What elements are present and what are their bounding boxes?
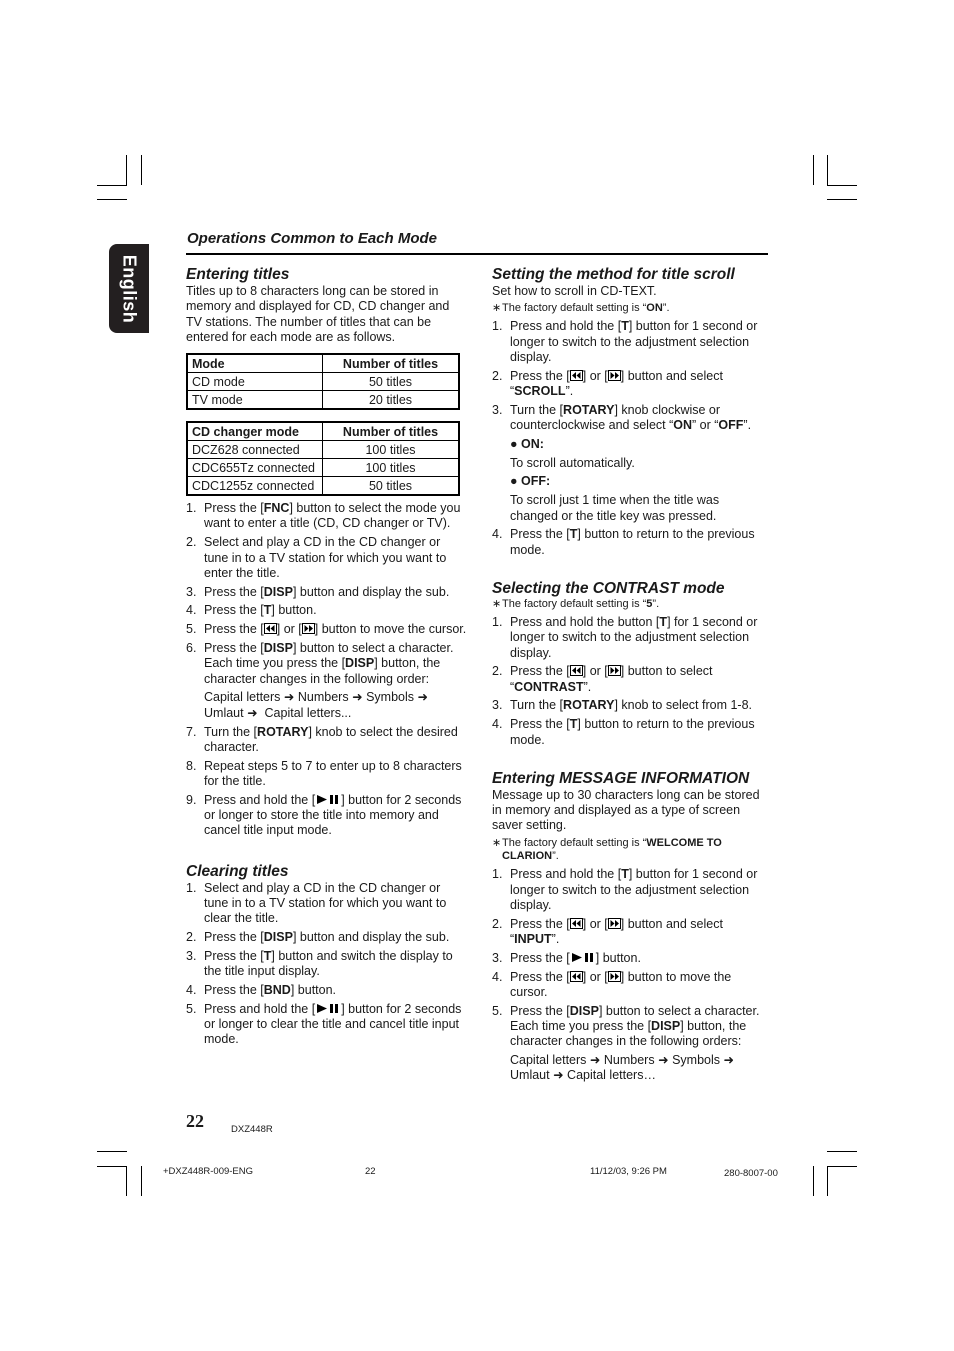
fast-forward-icon [608, 971, 621, 982]
step-text: ] button and display the sub. [292, 930, 450, 945]
factory-default-note [492, 302, 768, 316]
button-name: T [659, 614, 668, 629]
step-text: ”. [565, 383, 574, 398]
step-number: 9. [186, 792, 197, 807]
step-text: ] or [ [276, 622, 302, 637]
footer-page: 22 [365, 1166, 376, 1177]
crop-mark [97, 185, 127, 186]
crop-mark [827, 1166, 828, 1196]
step-text: ] or [ [582, 368, 608, 383]
crop-mark [813, 1166, 814, 1196]
character-sequence [510, 1053, 768, 1084]
button-name: T [263, 948, 272, 963]
crop-mark [97, 1166, 127, 1167]
sequence-item: Numbers [297, 690, 349, 705]
sequence-item: Umlaut [204, 705, 244, 720]
step-text: ] or [ [582, 916, 608, 931]
language-tab-label: English [119, 254, 140, 323]
step-text: ] button to return to the previous mode. [510, 717, 755, 747]
step-text: Press and hold the [ [510, 867, 622, 882]
step-text: ] for 1 second or longer to switch to the adjustment selection display. [510, 614, 758, 660]
step-text: Press the [ [510, 916, 570, 931]
option-on-description: To scroll automatically. [510, 455, 635, 470]
button-name: DISP [263, 641, 293, 656]
step-number: 4. [492, 969, 503, 984]
step-text: ] button for 1 second or longer to switch to the adjustment selection display. [510, 319, 758, 364]
fast-forward-icon [608, 918, 621, 929]
rewind-icon [264, 623, 277, 634]
step-text: ] or [ [582, 664, 608, 679]
step-text: Select and play a CD in the CD changer or tune in to a TV station for which you want to enter the title. [204, 535, 447, 580]
step-text: ”. [551, 931, 560, 946]
button-name: T [569, 527, 578, 542]
play-pause-icon [315, 794, 341, 805]
step-text: Turn the [ [510, 402, 564, 417]
step-text: Press the [ [204, 501, 264, 516]
step-number: 1. [186, 880, 197, 895]
factory-default-note [492, 837, 768, 864]
step-number: 8. [186, 758, 197, 773]
default-value: ON [646, 302, 663, 315]
button-name: DISP [263, 930, 293, 945]
fast-forward-icon [608, 370, 621, 381]
table-cell: 20 titles [323, 391, 460, 410]
table-header: Number of titles [323, 354, 460, 373]
rewind-icon [570, 971, 583, 982]
default-value: WELCOME TO CLARION [502, 836, 722, 863]
crop-mark [141, 1166, 142, 1196]
left-column [186, 266, 468, 1048]
step-text: Press the [ [204, 641, 264, 656]
footer-code: 280-8007-00 [724, 1168, 778, 1179]
sequence-item: Umlaut [510, 1068, 550, 1083]
step-text: ] button and select “ [510, 916, 723, 946]
step-text: Press the [ [510, 664, 570, 679]
button-name: DISP [651, 1018, 681, 1033]
character-sequence [204, 690, 468, 721]
message-intro: Message up to 30 characters long can be stored in memory and displayed as a type of screen saver setting. [492, 787, 760, 833]
table-cell: CDC655Tz connected [187, 459, 323, 477]
step-text: Press the [ [510, 527, 570, 542]
step-number: 1. [492, 319, 503, 334]
arrow-right-icon: ➜ [283, 690, 295, 705]
step-text: ”. [583, 679, 592, 694]
sequence-item: Symbols [672, 1052, 720, 1067]
crop-mark [827, 155, 828, 185]
table-row [187, 477, 459, 496]
step-text: ] button. [595, 950, 641, 965]
button-name: ROTARY [563, 698, 615, 713]
arrow-right-icon: ➜ [247, 705, 258, 720]
contrast-steps [492, 615, 768, 748]
step-number: 2. [492, 916, 503, 931]
list-item [492, 319, 768, 365]
table-header: CD changer mode [187, 422, 323, 441]
rewind-icon [570, 918, 583, 929]
option-name: OFF [718, 418, 744, 433]
list-item [492, 970, 768, 1001]
step-number: 1. [186, 501, 197, 516]
step-text: ”. [743, 418, 752, 433]
message-steps [492, 867, 768, 1083]
step-text: Press the [ [204, 622, 264, 637]
note-text: The factory default setting is “ [502, 302, 647, 315]
step-text: Press the [ [510, 368, 570, 383]
table-header: Mode [187, 354, 323, 373]
step-text: ” or “ [692, 418, 719, 433]
list-item [186, 535, 468, 581]
asterisk: ∗ [492, 597, 502, 610]
list-item [186, 641, 468, 721]
section-title: Operations Common to Each Mode [187, 230, 438, 247]
step-text: ] button to return to the previous mode. [510, 527, 755, 557]
list-item [186, 603, 468, 618]
message-heading: Entering MESSAGE INFORMATION [492, 769, 750, 787]
table-row [187, 441, 459, 459]
button-name: FNC [263, 501, 290, 516]
step-number: 5. [186, 622, 197, 637]
step-number: 2. [186, 535, 197, 550]
menu-item-name: CONTRAST [514, 679, 584, 694]
table-cell: 50 titles [323, 477, 460, 496]
step-number: 3. [492, 402, 503, 417]
arrow-right-icon: ➜ [658, 1052, 669, 1067]
step-number: 3. [186, 584, 197, 599]
step-text: ] button to select “ [510, 664, 713, 694]
step-text: Repeat steps 5 to 7 to enter up to 8 characters for the title. [204, 758, 462, 788]
model-name: DXZ448R [231, 1124, 273, 1135]
title-scroll-steps [492, 319, 768, 558]
list-item [186, 585, 468, 600]
list-item [492, 527, 768, 558]
menu-item-name: SCROLL [514, 383, 566, 398]
footer-timestamp: 11/12/03, 9:26 PM [590, 1166, 667, 1177]
step-number: 3. [492, 950, 503, 965]
note-text: ”. [662, 302, 670, 315]
step-number: 2. [492, 664, 503, 679]
step-number: 4. [492, 527, 503, 542]
note-text: The factory default setting is “ [502, 597, 647, 610]
table-row [187, 391, 459, 410]
sequence-item: Capital letters [510, 1052, 587, 1067]
option-name: ON [673, 418, 693, 433]
play-pause-icon [570, 952, 596, 963]
list-item [186, 501, 468, 532]
option-label: ● OFF: [510, 474, 551, 489]
list-item [186, 1002, 468, 1048]
step-number: 3. [492, 698, 503, 713]
step-number: 4. [186, 603, 197, 618]
table-row [187, 459, 459, 477]
step-text: Press and hold the [ [510, 319, 622, 334]
menu-item-name: INPUT [514, 931, 552, 946]
step-text: ] button and display the sub. [292, 584, 450, 599]
step-text: Press the [ [204, 930, 264, 945]
rewind-icon [570, 665, 583, 676]
step-text: ] or [ [582, 969, 608, 984]
step-number: 1. [492, 867, 503, 882]
step-number: 4. [186, 982, 197, 997]
list-item [492, 867, 768, 913]
right-column [492, 266, 768, 1084]
list-item [186, 881, 468, 927]
button-name: DISP [569, 1003, 599, 1018]
list-item [186, 725, 468, 756]
footer-file-name: +DXZ448R-009-ENG [163, 1166, 254, 1177]
button-name: T [621, 319, 629, 334]
step-text: Press the [ [510, 950, 570, 965]
list-item [492, 615, 768, 661]
fast-forward-icon [608, 665, 621, 676]
button-name: DISP [345, 656, 375, 671]
button-name: ROTARY [257, 724, 309, 739]
crop-mark [813, 155, 814, 185]
step-text: ] button. [290, 982, 337, 997]
sequence-item: Capital letters... [264, 705, 352, 720]
clearing-titles-heading: Clearing titles [186, 862, 289, 880]
list-item [492, 1004, 768, 1084]
list-item [492, 698, 768, 713]
step-text: ] button and switch the display to the title input display. [204, 948, 453, 979]
step-text: ] button. [271, 603, 317, 618]
table-row [187, 373, 459, 391]
button-name: T [569, 717, 578, 732]
contrast-heading: Selecting the CONTRAST mode [492, 579, 725, 597]
step-text: ] knob to select from 1-8. [614, 698, 752, 713]
button-name: BND [263, 982, 291, 997]
sequence-item: Numbers [603, 1052, 655, 1067]
button-name: T [621, 867, 629, 882]
list-item [186, 622, 468, 637]
list-item [186, 793, 468, 839]
step-text: Press the [ [510, 717, 570, 732]
step-number: 3. [186, 948, 197, 963]
crop-mark [141, 155, 142, 185]
cd-changer-titles-table [186, 421, 460, 496]
step-text: ] knob to select the desired character. [204, 724, 458, 754]
arrow-right-icon: ➜ [589, 1052, 601, 1067]
step-text: ] button for 2 seconds or longer to clear the title and cancel title input mode. [204, 1001, 462, 1047]
step-text: ] button, the character changes in the following orders: [510, 1018, 747, 1049]
table-header: Number of titles [323, 422, 460, 441]
language-tab [109, 244, 149, 333]
option-label: ● ON: [510, 436, 544, 451]
note-text: ”. [652, 597, 660, 610]
button-name: ROTARY [563, 402, 615, 417]
step-text: ] button to move the cursor. [510, 969, 732, 999]
arrow-right-icon: ➜ [352, 690, 363, 705]
step-text: Press the [ [204, 584, 264, 599]
list-item [186, 949, 468, 980]
entering-titles-intro: Titles up to 8 characters long can be stored in memory and displayed for CD, CD changer and TV stations. The number of titles that can be entered for each mode are as follows. [186, 284, 450, 344]
step-text: ] button, the character changes in the following order: [204, 656, 441, 686]
default-value: 5 [646, 597, 653, 610]
crop-mark [97, 199, 127, 200]
list-item [492, 664, 768, 695]
title-scroll-heading: Setting the method for title scroll [492, 266, 735, 283]
arrow-right-icon: ➜ [723, 1052, 734, 1067]
sequence-item: Capital letters… [567, 1068, 656, 1083]
list-item [492, 403, 768, 524]
step-number: 5. [186, 1001, 197, 1016]
step-text: Press and hold the [ [204, 1001, 316, 1016]
note-text: The factory default setting is “ [502, 836, 647, 849]
arrow-right-icon: ➜ [417, 690, 428, 705]
crop-mark [97, 1151, 127, 1152]
table-cell: 100 titles [323, 441, 460, 459]
step-text: Press the [ [510, 1003, 570, 1018]
table-cell: DCZ628 connected [187, 441, 323, 459]
list-item [186, 930, 468, 945]
option-off-label [510, 474, 768, 489]
button-name: DISP [263, 584, 293, 599]
step-number: 1. [492, 614, 503, 629]
step-number: 4. [492, 717, 503, 732]
section-rule [186, 253, 768, 255]
option-off-description: To scroll just 1 time when the title was changed or the title key was pressed. [510, 493, 720, 523]
page-number: 22 [186, 1111, 204, 1131]
table-cell: CD mode [187, 373, 323, 391]
step-text: Press the [ [204, 982, 264, 997]
arrow-right-icon: ➜ [553, 1068, 564, 1083]
sequence-item: Capital letters [204, 690, 281, 705]
crop-mark [827, 1166, 857, 1167]
table-cell: 50 titles [323, 373, 460, 391]
list-item [492, 369, 768, 400]
step-text: ] button to select the mode you want to enter a title (CD, CD changer or TV). [204, 501, 461, 531]
sequence-item: Symbols [366, 690, 414, 705]
crop-mark [126, 155, 127, 185]
list-item [186, 759, 468, 790]
step-text: Select and play a CD in the CD changer or tune in to a TV station for which you want to clear the title. [204, 880, 447, 926]
title-scroll-intro: Set how to scroll in CD-TEXT. [492, 284, 657, 298]
step-text: Press the [ [204, 603, 264, 618]
step-text: ] knob clockwise or counterclockwise and select “ [510, 402, 721, 433]
step-number: 6. [186, 641, 197, 656]
table-cell: 100 titles [323, 459, 460, 477]
table-cell: TV mode [187, 391, 323, 410]
step-text: Turn the [ [510, 698, 564, 713]
crop-mark [126, 1166, 127, 1196]
step-text: Press and hold the [ [204, 792, 316, 807]
step-text: ] button to select a character. Each time you press the [ [510, 1003, 760, 1033]
step-text: Press the [ [204, 948, 264, 963]
crop-mark [827, 185, 857, 186]
factory-default-note [492, 598, 768, 612]
list-item [492, 717, 768, 748]
list-item [492, 917, 768, 948]
option-on-label [510, 437, 768, 452]
step-text: ] button to move the cursor. [314, 622, 467, 637]
step-number: 2. [186, 930, 197, 945]
asterisk: ∗ [492, 302, 502, 315]
step-text: ] button for 2 seconds or longer to store the title into memory and cancel title input mode. [204, 792, 462, 838]
play-pause-icon [315, 1003, 341, 1014]
rewind-icon [570, 370, 583, 381]
clearing-titles-steps [186, 881, 468, 1048]
list-item [186, 983, 468, 998]
step-text: ] button and select “ [510, 368, 723, 398]
list-item [492, 951, 768, 966]
step-number: 2. [492, 368, 503, 383]
mode-titles-table [186, 353, 460, 410]
entering-titles-steps [186, 501, 468, 838]
crop-mark [827, 199, 857, 200]
entering-titles-heading: Entering titles [186, 266, 290, 283]
step-text: ] button for 1 second or longer to switch to the adjustment selection display. [510, 867, 758, 912]
step-number: 7. [186, 724, 197, 739]
step-text: Press the [ [510, 969, 570, 984]
button-name: T [263, 603, 272, 618]
step-text: ] button to select a character. Each time you press the [ [204, 641, 454, 671]
table-cell: CDC1255z connected [187, 477, 323, 496]
asterisk: ∗ [492, 836, 502, 849]
step-text: Press and hold the button [ [510, 614, 660, 629]
crop-mark [827, 1151, 857, 1152]
step-text: Turn the [ [204, 724, 258, 739]
step-number: 5. [492, 1003, 503, 1018]
note-text: ”. [552, 850, 559, 863]
fast-forward-icon [302, 623, 315, 634]
